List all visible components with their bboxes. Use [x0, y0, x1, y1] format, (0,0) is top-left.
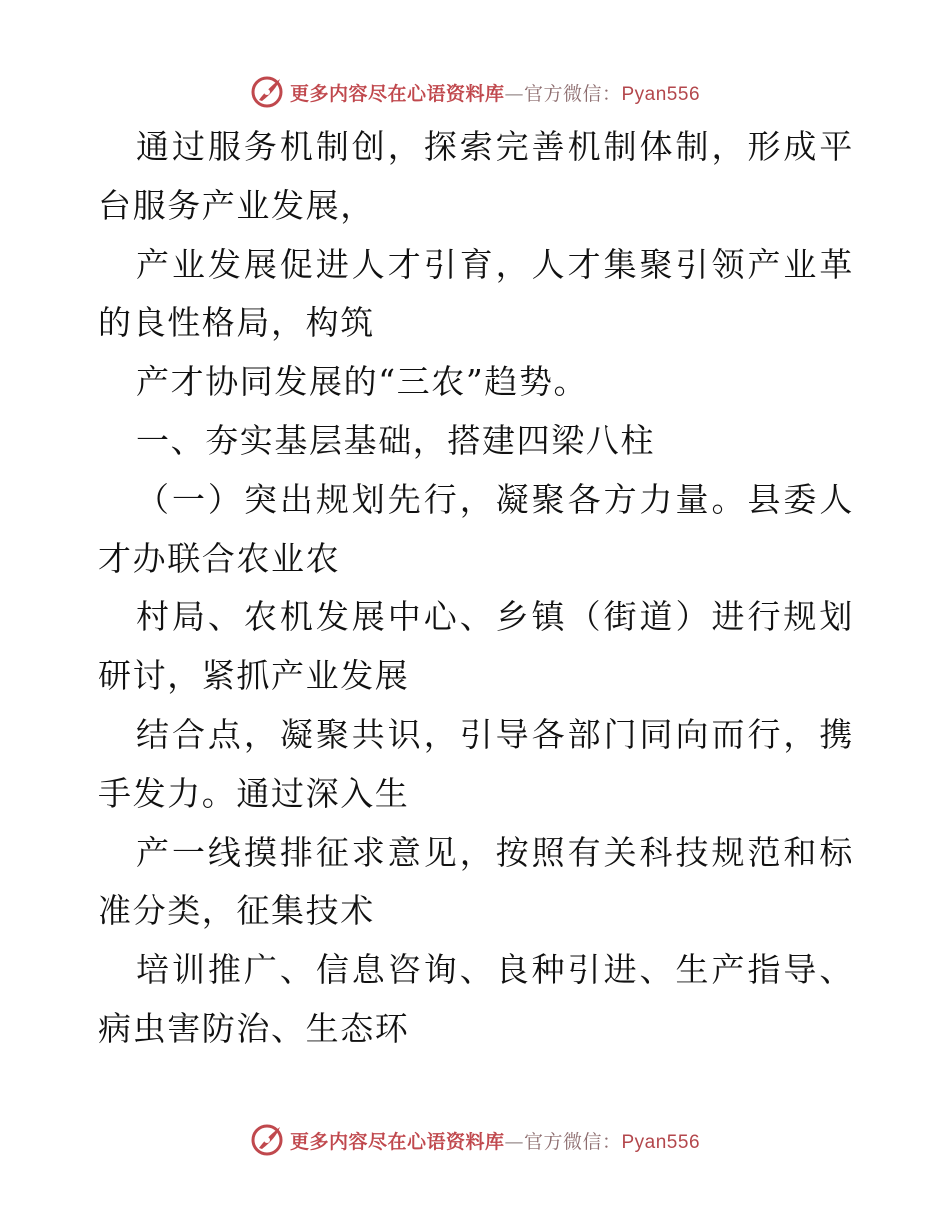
footer-banner-account: Pyan556: [621, 1131, 701, 1153]
header-banner-dash: —: [504, 82, 524, 105]
paragraph-5: 村局、农机发展中心、乡镇（街道）进行规划研讨，紧抓产业发展: [98, 597, 854, 696]
paragraph-4: （一）突出规划先行，凝聚各方力量。县委人才办联合农业农: [98, 479, 854, 578]
paragraph-3: 产才协同发展的“三农”趋势。: [136, 362, 589, 402]
footer-banner-text: [290, 1127, 700, 1154]
paragraph-1: 通过服务机制创，探索完善机制体制，形成平台服务产业发展，: [98, 127, 854, 225]
footer-banner-dash: —: [504, 1130, 524, 1153]
footer-banner-label: 官方微信：: [523, 1130, 622, 1153]
paragraph-8: 培训推广、信息咨询、良种引进、生产指导、病虫害防治、生态环: [98, 950, 854, 1048]
quill-logo-icon: [250, 1123, 284, 1157]
section-heading-1: 一、夯实基层基础，搭建四梁八柱: [136, 420, 655, 460]
header-banner-main: 更多内容尽在心语资料库: [289, 82, 505, 105]
header-banner-text: [290, 79, 700, 106]
header-banner-label: 官方微信：: [523, 82, 622, 105]
quill-logo-icon: [250, 75, 284, 109]
document-body: [98, 118, 854, 1059]
footer-banner-main: 更多内容尽在心语资料库: [289, 1130, 505, 1153]
paragraph-7: 产一线摸排征求意见，按照有关科技规范和标准分类，征集技术: [98, 832, 854, 931]
header-banner: [0, 72, 950, 112]
header-banner-account: Pyan556: [621, 83, 701, 105]
footer-banner: [0, 1120, 950, 1160]
paragraph-2: 产业发展促进人才引育，人才集聚引领产业革的良性格局，构筑: [98, 244, 854, 343]
paragraph-6: 结合点，凝聚共识，引导各部门同向而行，携手发力。通过深入生: [98, 714, 854, 813]
